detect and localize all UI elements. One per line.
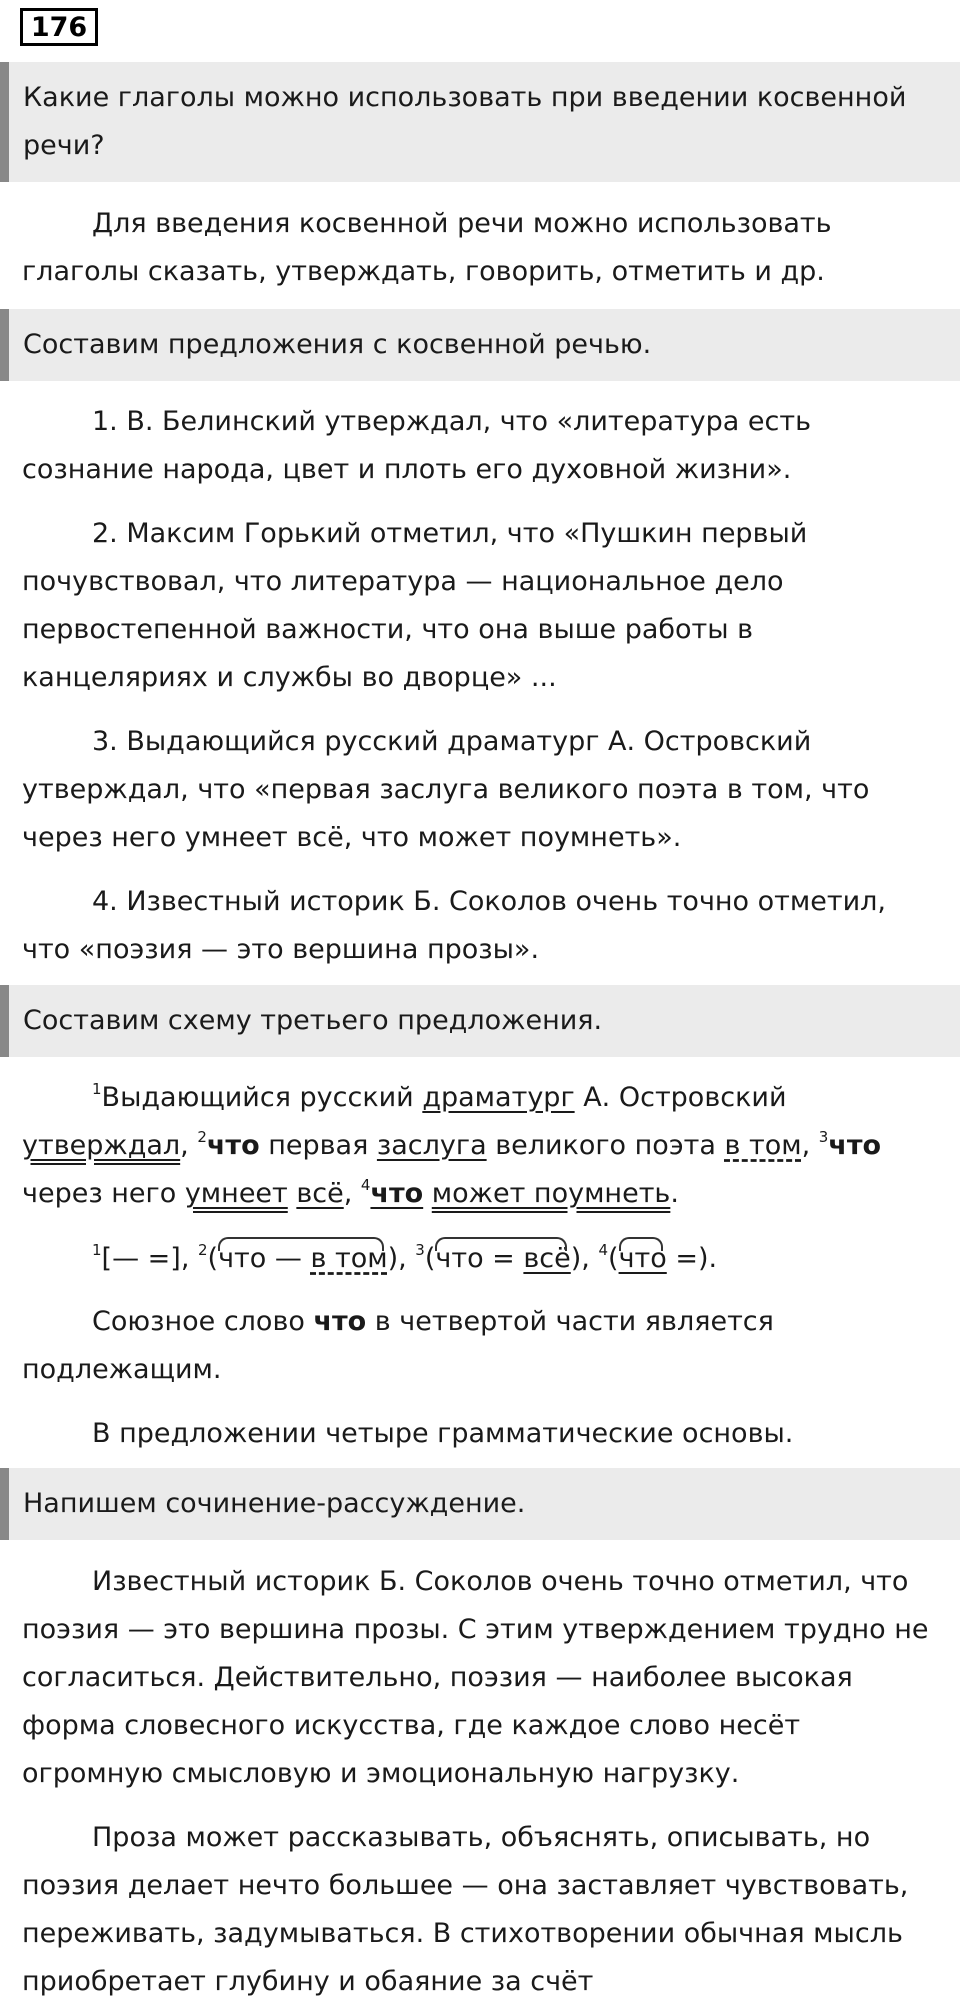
- sentence-2: 2. Максим Горький отметил, что «Пушкин первый почувствовал, что литература — национальное дело первостепенной важности, что она выше работы в канцеляриях и службы во дворце» ...: [22, 518, 808, 693]
- analysis-text: $^1$Выдающийся русский драматург А. Островский утверждал, $^2$что первая заслуга великого поэта в том, $^3$что через него умнеет всё, $^4$что может поумнеть.: [22, 1080, 882, 1209]
- essay-paragraph-2: Проза может рассказывать, объяснять, описывать, но поэзия делает нечто большее — она заставляет чувствовать, переживать, задумываться. В стихотворении обычная мысль приобретает глубину и обаяние за счёт: [22, 1822, 909, 1997]
- arrow-arc: что — в том: [218, 1235, 388, 1283]
- sentence-3: 3. Выдающийся русский драматург А. Островский утверждал, что «первая заслуга великого поэта в том, что через него умнеет всё, что может поумнеть».: [22, 726, 870, 853]
- sentence-4: 4. Известный историк Б. Соколов очень точно отметил, что «поэзия — это вершина прозы».: [22, 886, 886, 965]
- subject-zasluga: заслуга: [376, 1130, 487, 1161]
- part-number: 1: [92, 1080, 102, 1098]
- question-3-box: [0, 985, 960, 1057]
- subject-vse: всё: [296, 1178, 344, 1209]
- note-2: [0, 1410, 960, 1458]
- part-number: 2: [198, 1241, 208, 1259]
- question-4-box: [0, 1468, 960, 1540]
- scheme-line: $^1$[— =], $^2$(что — в том), $^3$(что = всё), $^4$(что =).: [0, 1235, 960, 1283]
- essay-paragraph-1: Известный историк Б. Соколов очень точно отметил, что поэзия — это вершина прозы. С этим утверждением трудно не согласиться. Действительно, поэзия — наиболее высокая форма словесного искусства, где каждое слово несёт огромную смысловую и эмоциональную нагрузку.: [22, 1566, 929, 1789]
- question-3-text: Составим схему третьего предложения.: [0, 985, 960, 1057]
- question-4-text: Напишем сочинение-рассуждение.: [0, 1468, 960, 1540]
- arrow-arc: что = всё: [435, 1235, 570, 1283]
- subject-chto: что: [370, 1178, 424, 1209]
- sentence-scheme: [0, 1235, 960, 1283]
- question-1-box: [0, 62, 960, 182]
- predicate-umneet: умнеет: [184, 1178, 288, 1209]
- part-number: 2: [197, 1128, 207, 1146]
- part-number: 4: [598, 1241, 609, 1259]
- arrow-arc: что: [619, 1235, 667, 1283]
- answer-1-text: Для введения косвенной речи можно использовать глаголы сказать, утверждать, говорить, отметить и др.: [22, 208, 832, 287]
- task-number: 176: [20, 8, 98, 46]
- part-number: 3: [415, 1241, 425, 1259]
- part-number: 4: [360, 1176, 371, 1194]
- question-1-text: Какие глаголы можно использовать при введении косвенной речи?: [0, 62, 960, 182]
- note-1: [0, 1298, 960, 1394]
- subject-dramaturg: драматург: [422, 1082, 575, 1113]
- part-number: 3: [818, 1128, 829, 1146]
- sentence-analysis: [0, 1074, 960, 1218]
- answer-1: [0, 200, 960, 296]
- note-1-text: Союзное слово что в четвертой части является подлежащим.: [22, 1306, 774, 1385]
- question-2-text: Составим предложения с косвенной речью.: [0, 309, 960, 381]
- conjunction-chto: что: [828, 1130, 882, 1161]
- sentence-1: 1. В. Белинский утверждал, что «литература есть сознание народа, цвет и плоть его духовной жизни».: [22, 406, 811, 485]
- sentence-list: [0, 398, 960, 974]
- note-2-text: В предложении четыре грамматические основы.: [92, 1418, 794, 1449]
- question-2-box: [0, 309, 960, 381]
- predicate-utverzhdal: утверждал: [22, 1130, 181, 1161]
- conjunction-chto: что: [206, 1130, 260, 1161]
- predicate-vtom: в том: [724, 1130, 802, 1161]
- predicate-mozhet-poumnet: может поумнеть: [431, 1178, 671, 1209]
- essay: [0, 1558, 960, 2006]
- part-number: 1: [92, 1241, 102, 1259]
